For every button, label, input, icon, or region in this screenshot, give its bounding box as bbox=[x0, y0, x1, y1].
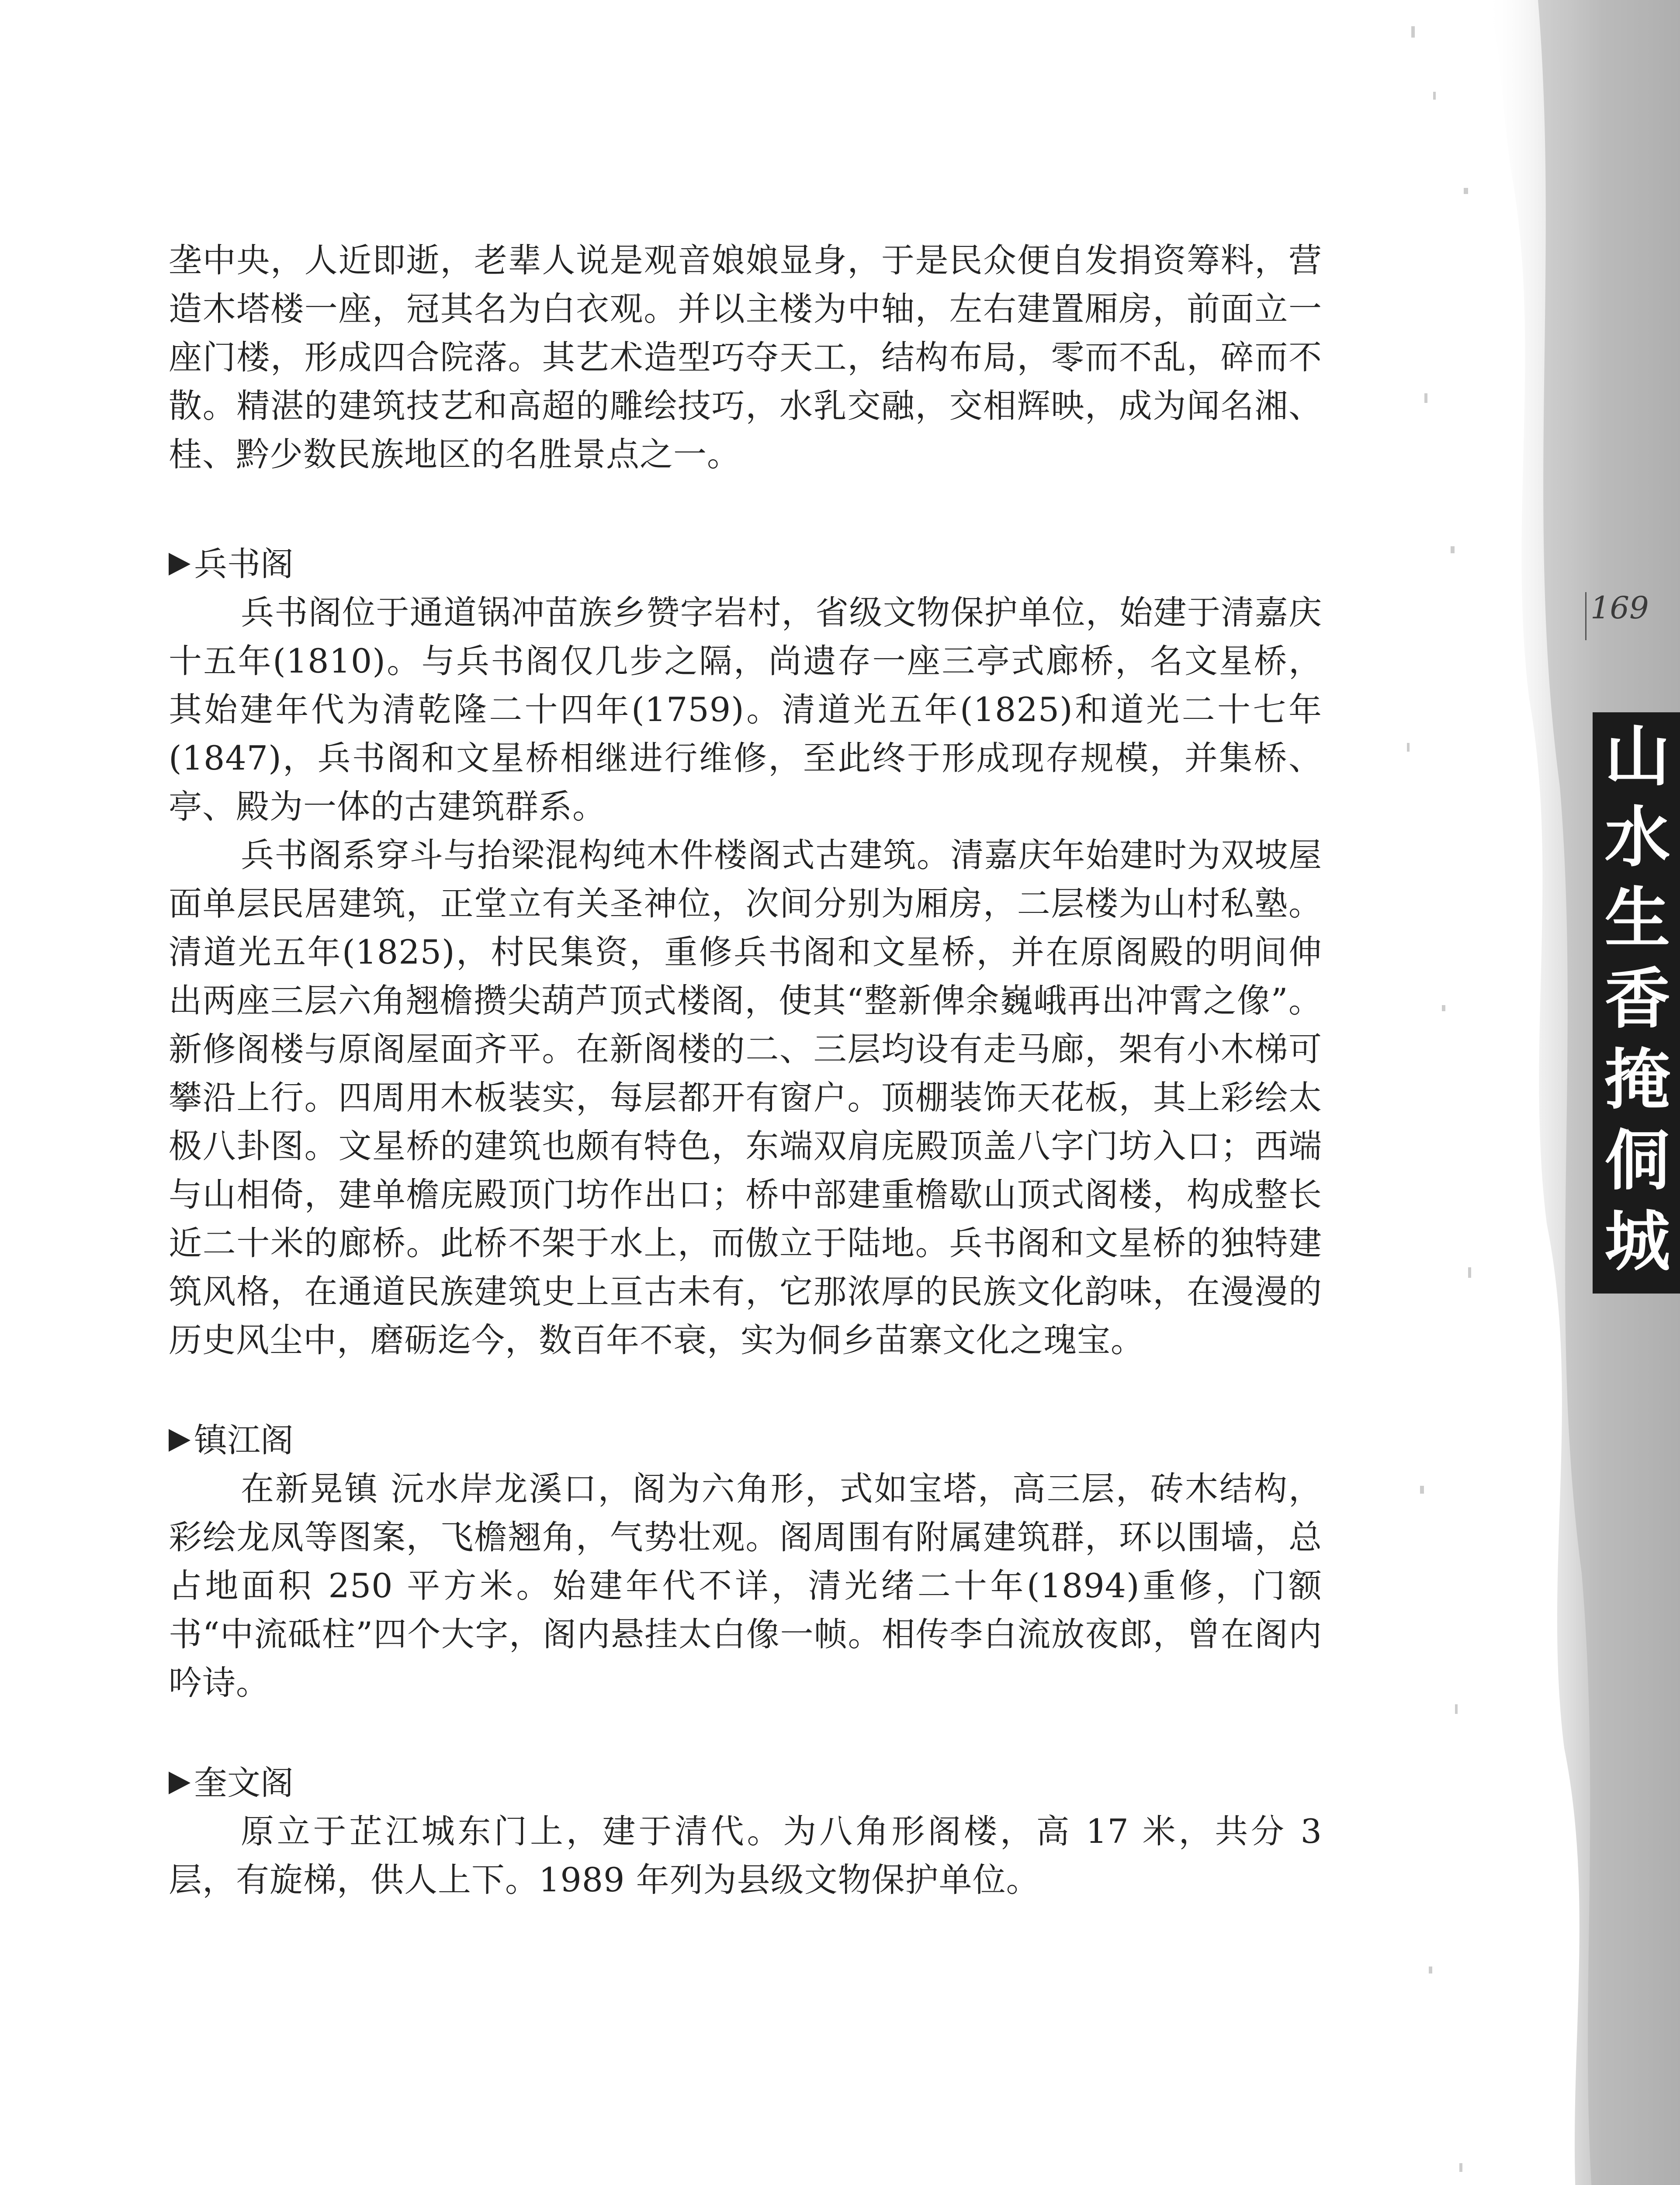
section-heading-label: 镇江阁 bbox=[194, 1421, 294, 1460]
triangle-bullet-icon bbox=[169, 1429, 191, 1452]
section-heading-label: 奎文阁 bbox=[194, 1763, 294, 1802]
page-number-divider bbox=[1585, 592, 1586, 640]
page-number: 169 bbox=[1590, 590, 1649, 626]
section-heading-zhenjiangge bbox=[169, 1416, 1322, 1464]
triangle-bullet-icon bbox=[169, 1772, 191, 1794]
chapter-title: 山水生香掩侗城 bbox=[1604, 719, 1670, 1280]
section-paragraph: 原立于芷江城东门上，建于清代。为八角形阁楼，高 17 米，共分 3 层，有旋梯，供人上下。1989 年列为县级文物保护单位。 bbox=[169, 1812, 1322, 1899]
section-paragraph: 在新晃镇 沅水岸龙溪口，阁为六角形，式如宝塔，高三层，砖木结构，彩绘龙凤等图案，飞檐翘角，气势壮观。阁周围有附属建筑群，环以围墙，总占地面积 250 平方米。始建年代不详，清光绪二十年(1894)重修，门额书“中流砥柱”四个大字，阁内悬挂太白像一帧。相传李白流放夜郎，曾在阁内吟诗。 bbox=[169, 1469, 1322, 1702]
section-paragraph: 兵书阁系穿斗与抬梁混构纯木件楼阁式古建筑。清嘉庆年始建时为双坡屋面单层民居建筑，正堂立有关圣神位，次间分别为厢房，二层楼为山村私塾。清道光五年(1825)，村民集资，重修兵书阁和文星桥，并在原阁殿的明间伸出两座三层六角翘檐攒尖葫芦顶式楼阁，使其“整新俾余巍峨再出冲霄之像”。新修阁楼与原阁屋面齐平。在新阁楼的二、三层均设有走马廊，架有小木梯可攀沿上行。四周用木板装实，每层都开有窗户。顶棚装饰天花板，其上彩绘太极八卦图。文星桥的建筑也颇有特色，东端双肩庑殿顶盖八字门坊入口；西端与山相倚，建单檐庑殿顶门坊作出口；桥中部建重檐歇山顶式阁楼，构成整长近二十米的廊桥。此桥不架于水上，而傲立于陆地。兵书阁和文星桥的独特建筑风格，在通道民族建筑史上亘古未有，它那浓厚的民族文化韵味，在漫漫的历史风尘中，磨砺迄今，数百年不衰，实为侗乡苗寨文化之瑰宝。 bbox=[169, 836, 1322, 1360]
text-column bbox=[169, 236, 1322, 1904]
section-heading-kuiwenge bbox=[169, 1758, 1322, 1807]
section-heading-bingshuge bbox=[169, 540, 1322, 588]
section-heading-label: 兵书阁 bbox=[194, 545, 294, 583]
intro-paragraph: 垄中央，人近即逝，老辈人说是观音娘娘显身，于是民众便自发捐资筹料，营造木塔楼一座，冠其名为白衣观。并以主楼为中轴，左右建置厢房，前面立一座门楼，形成四合院落。其艺术造型巧夺天工，结构布局，零而不乱，碎而不散。精湛的建筑技艺和高超的雕绘技巧，水乳交融，交相辉映，成为闻名湘、桂、黔少数民族地区的名胜景点之一。 bbox=[169, 241, 1322, 474]
triangle-bullet-icon bbox=[169, 553, 191, 576]
section-paragraph: 兵书阁位于通道锅冲苗族乡赞字岩村，省级文物保护单位，始建于清嘉庆十五年(1810)。与兵书阁仅几步之隔，尚遗存一座三亭式廊桥，名文星桥，其始建年代为清乾隆二十四年(1759)。清道光五年(1825)和道光二十七年(1847)，兵书阁和文星桥相继进行维修，至此终于形成现存规模，并集桥、亭、殿为一体的古建筑群系。 bbox=[169, 593, 1322, 826]
